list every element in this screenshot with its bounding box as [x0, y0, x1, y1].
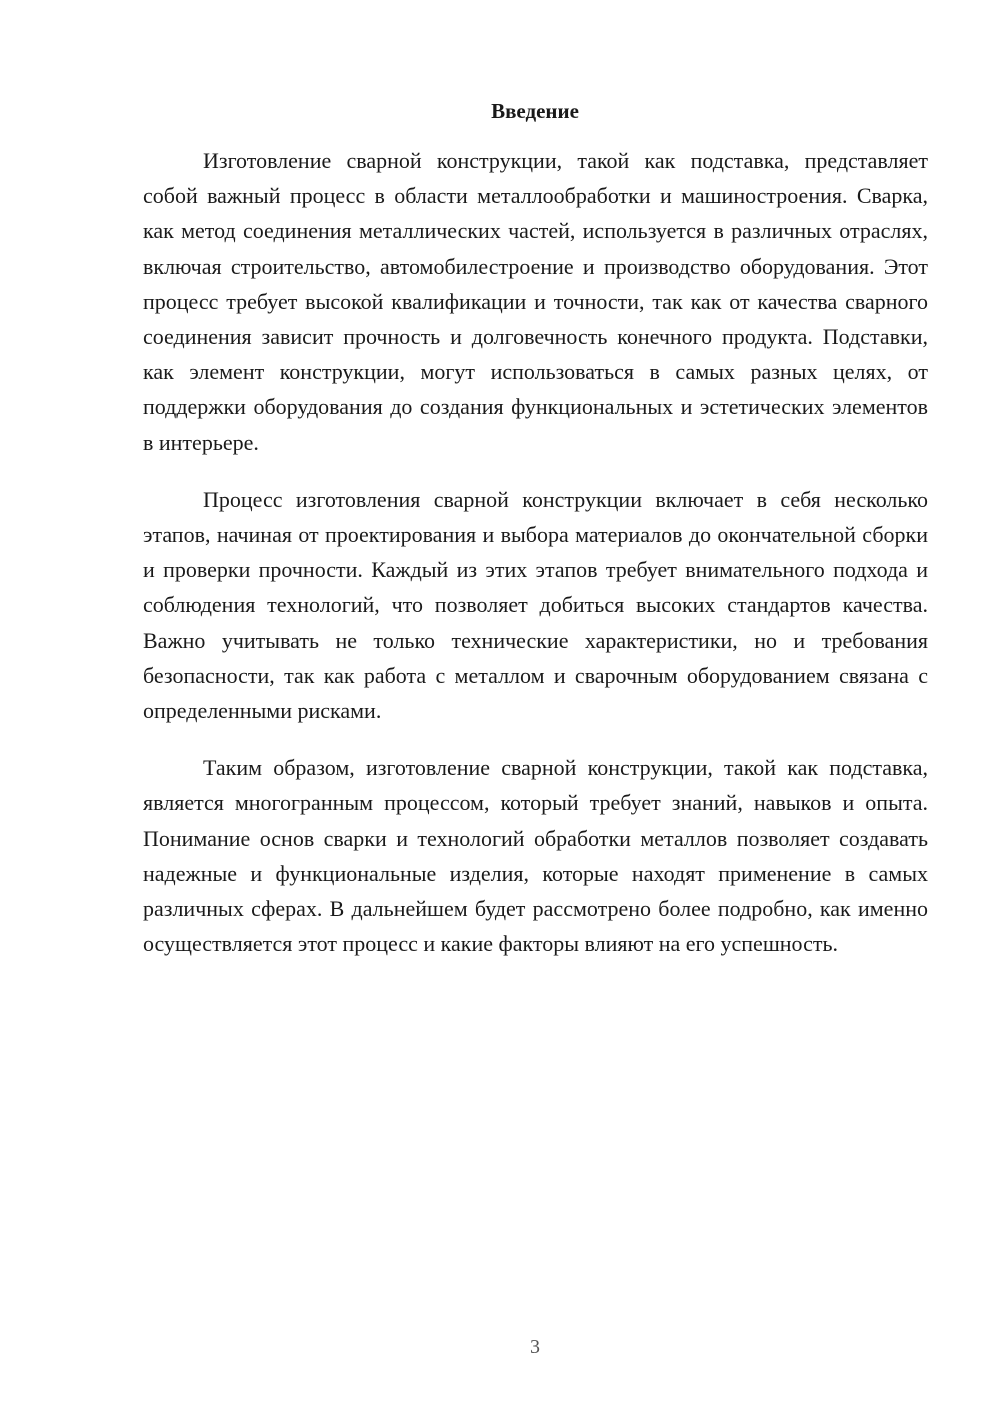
section-heading: Введение: [491, 99, 579, 123]
body-text: [143, 143, 928, 961]
page-number: 3: [530, 1336, 540, 1358]
paragraph-3: Таким образом, изготовление сварной конструкции, такой как подставка, является многогранным процессом, который требует знаний, навыков и опыта. Понимание основ сварки и технологий обработки металлов позволяет создавать надежные и функциональные изделия, которые находят применение в самых различных сферах. В дальнейшем будет рассмотрено более подробно, как именно осуществляется этот процесс и какие факторы влияют на его успешность.: [143, 755, 928, 957]
paragraph-2: Процесс изготовления сварной конструкции включает в себя несколько этапов, начиная от проектирования и выбора материалов до окончательной сборки и проверки прочности. Каждый из этих этапов требует внимательного подхода и соблюдения технологий, что позволяет добиться высоких стандартов качества. Важно учитывать не только технические характеристики, но и требования безопасности, так как работа с металлом и сварочным оборудованием связана с определенными рисками.: [143, 486, 928, 724]
paragraph-1: Изготовление сварной конструкции, такой как подставка, представляет собой важный процесс в области металлообработки и машиностроения. Сварка, как метод соединения металлических частей, используется в различных отраслях, включая строительство, автомобилестроение и производство оборудования. Этот процесс требует высокой квалификации и точности, так как от качества сварного соединения зависит прочность и долговечность конечного продукта. Подставки, как элемент конструкции, могут использоваться в самых разных целях, от поддержки оборудования до создания функциональных и эстетических элементов в интерьере.: [143, 148, 928, 455]
